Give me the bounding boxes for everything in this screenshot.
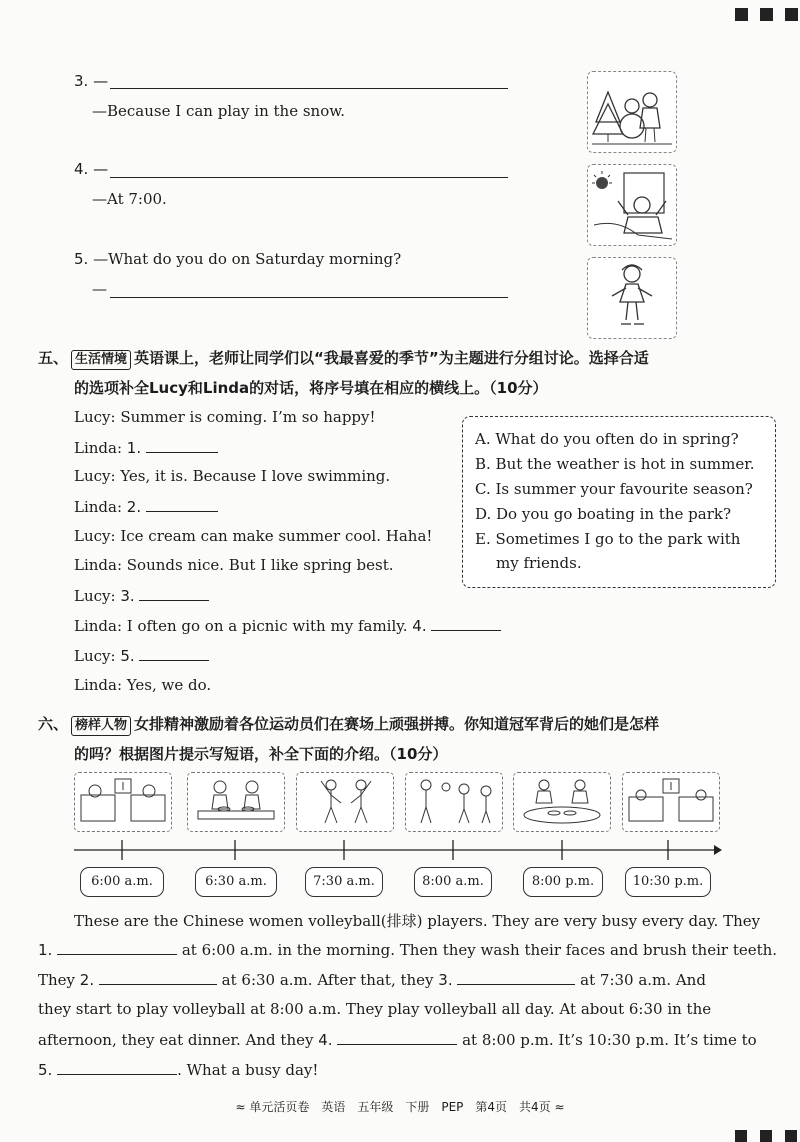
registration-mark	[760, 1130, 772, 1142]
dialogue-line-2: Linda: 1.	[74, 438, 218, 457]
option-d: D. Do you go boating in the park?	[475, 505, 732, 523]
option-c: C. Is summer your favourite season?	[475, 480, 753, 498]
timeline-axis	[74, 840, 724, 860]
answer-blank-2[interactable]	[146, 497, 218, 512]
dialogue-line-8: Linda: I often go on a picnic with my family. 4.	[74, 616, 501, 635]
time-label-4: 8:00 a.m.	[414, 867, 492, 897]
passage-line-6: 5. . What a busy day!	[38, 1061, 319, 1079]
section-number: 五、	[38, 349, 69, 367]
passage-blank-2[interactable]	[99, 970, 217, 985]
exercise-icon	[296, 772, 394, 832]
time-label-1: 6:00 a.m.	[80, 867, 164, 897]
options-box	[462, 416, 776, 588]
sleeping-icon	[622, 772, 720, 832]
section6-instruction-2: 的吗？根据图片提示写短语，补全下面的介绍。（10分）	[74, 745, 448, 763]
dialogue-line-10: Linda: Yes, we do.	[74, 676, 212, 694]
section-number: 六、	[38, 715, 69, 733]
section5-instruction-1: 英语课上，老师让同学们以“我最喜爱的季节”为主题进行分组讨论。选择合适	[134, 349, 649, 367]
girl-waking-icon	[587, 164, 677, 246]
registration-mark	[785, 1130, 797, 1142]
dialogue-line-5: Lucy: Ice cream can make summer cool. Haha!	[74, 527, 433, 545]
item-5-dash: —	[92, 280, 107, 298]
passage-line-1: These are the Chinese women volleyball(排球) players. They are very busy every day. They	[74, 912, 761, 930]
option-a: A. What do you often do in spring?	[475, 430, 739, 448]
answer-blank-4[interactable]	[431, 616, 501, 631]
breakfast-icon	[187, 772, 285, 832]
registration-mark	[735, 1130, 747, 1142]
section5-heading	[38, 347, 649, 370]
passage-line-5: afternoon, they eat dinner. And they 4. at 8:00 p.m. It’s 10:30 p.m. It’s time to	[38, 1031, 757, 1049]
registration-mark	[785, 8, 798, 21]
option-b: B. But the weather is hot in summer.	[475, 455, 755, 473]
waking-up-icon	[74, 772, 172, 832]
dialogue-line-3: Lucy: Yes, it is. Because I love swimming.	[74, 467, 391, 485]
section5-instruction-2: 的选项补全Lucy和Linda的对话，将序号填在相应的横线上。（10分）	[74, 379, 548, 397]
section-tag: 榜样人物	[71, 716, 131, 736]
girl-skating-icon	[587, 257, 677, 339]
registration-mark	[760, 8, 773, 21]
answer-line-3[interactable]	[110, 88, 508, 89]
passage-line-4: they start to play volleyball at 8:00 a.m. They play volleyball all day. At about 6:30 in the	[38, 1000, 712, 1018]
dinner-icon	[513, 772, 611, 832]
section6-instruction-1: 女排精神激励着各位运动员们在赛场上顽强拼搏。你知道冠军背后的她们是怎样	[134, 715, 660, 733]
volleyball-icon	[405, 772, 503, 832]
snowman-girl-icon	[587, 71, 677, 153]
item-4-response: —At 7:00.	[92, 190, 167, 208]
item-3-number: 3. —	[74, 72, 109, 90]
passage-blank-3[interactable]	[457, 970, 575, 985]
footer-wave-icon: ≈	[554, 1100, 565, 1114]
passage-line-3: They 2. at 6:30 a.m. After that, they 3. at 7:30 a.m. And	[38, 971, 706, 989]
footer-text: 单元活页卷 英语 五年级 下册 PEP 第4页 共4页	[249, 1100, 551, 1114]
dialogue-line-1: Lucy: Summer is coming. I’m so happy!	[74, 408, 376, 426]
time-label-3: 7:30 a.m.	[305, 867, 383, 897]
footer-wave-icon: ≈	[235, 1100, 246, 1114]
passage-blank-1[interactable]	[57, 940, 177, 955]
page-footer	[0, 1098, 800, 1115]
time-label-2: 6:30 a.m.	[195, 867, 277, 897]
answer-line-5[interactable]	[110, 297, 508, 298]
passage-line-2: 1. at 6:00 a.m. in the morning. Then they wash their faces and brush their teeth.	[38, 941, 778, 959]
answer-blank-3[interactable]	[139, 586, 209, 601]
option-e: E. Sometimes I go to the park with	[475, 530, 741, 548]
dialogue-line-4: Linda: 2.	[74, 497, 218, 516]
registration-mark	[735, 8, 748, 21]
time-label-6: 10:30 p.m.	[625, 867, 711, 897]
answer-blank-1[interactable]	[146, 438, 218, 453]
option-e-continued: my friends.	[496, 554, 582, 572]
passage-blank-5[interactable]	[57, 1060, 177, 1075]
answer-blank-5[interactable]	[139, 646, 209, 661]
passage-blank-4[interactable]	[337, 1030, 457, 1045]
time-label-5: 8:00 p.m.	[523, 867, 603, 897]
item-3-response: —Because I can play in the snow.	[92, 102, 346, 120]
dialogue-line-6: Linda: Sounds nice. But I like spring best.	[74, 556, 394, 574]
dialogue-line-9: Lucy: 5.	[74, 646, 209, 665]
item-4-number: 4. —	[74, 160, 109, 178]
answer-line-4[interactable]	[110, 177, 508, 178]
section6-heading	[38, 713, 659, 736]
section-tag: 生活情境	[71, 350, 131, 370]
item-5-question: 5. —What do you do on Saturday morning?	[74, 250, 402, 268]
dialogue-line-7: Lucy: 3.	[74, 586, 209, 605]
